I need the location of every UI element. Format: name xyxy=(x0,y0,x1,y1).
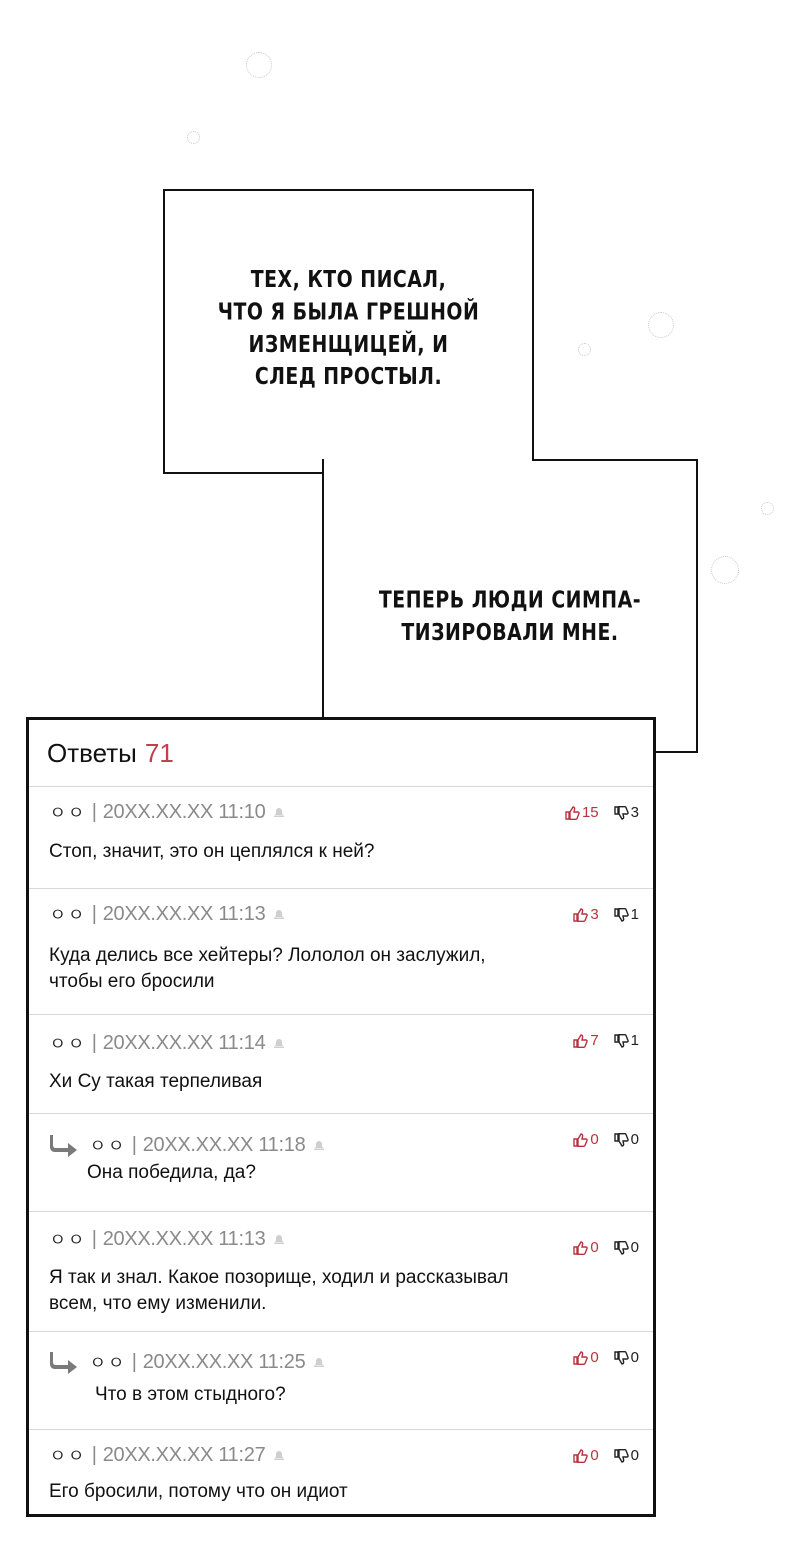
meta-separator: | xyxy=(131,1133,137,1156)
comment-item xyxy=(29,1014,653,1114)
thumbs-down-icon xyxy=(613,805,631,821)
meta-separator: | xyxy=(91,1443,97,1466)
bell-icon[interactable] xyxy=(265,1037,285,1049)
bubble-decoration xyxy=(648,312,674,338)
comment-author: ㅇㅇ xyxy=(89,1353,126,1373)
comment-author: ㅇㅇ xyxy=(49,1034,86,1054)
reply-arrow-icon xyxy=(49,1133,89,1157)
comment-votes xyxy=(558,1032,639,1049)
bubble-decoration xyxy=(246,52,272,78)
panel-caption-bottom: ТЕПЕРЬ ЛЮДИ СИМПА- ТИЗИРОВАЛИ МНЕ. xyxy=(378,586,642,646)
comment-item xyxy=(29,1331,653,1430)
like-button[interactable] xyxy=(564,804,599,821)
dislike-count: 1 xyxy=(630,906,639,923)
dislike-button[interactable] xyxy=(613,1239,639,1256)
like-count: 0 xyxy=(590,1239,599,1256)
dislike-count: 3 xyxy=(630,804,639,821)
comment-votes xyxy=(558,906,639,923)
comment-text: Хи Су такая терпеливая xyxy=(49,1071,263,1092)
comment-meta xyxy=(49,901,285,927)
bubble-decoration xyxy=(578,343,591,356)
thumbs-up-icon xyxy=(572,1350,590,1366)
like-count: 15 xyxy=(581,804,599,821)
thumbs-down-icon xyxy=(613,907,631,923)
comment-timestamp: 20XX.XX.XX 11:27 xyxy=(102,1443,266,1466)
comment-timestamp: 20XX.XX.XX 11:13 xyxy=(102,902,266,925)
comment-author: ㅇㅇ xyxy=(49,905,86,925)
dislike-count: 0 xyxy=(630,1239,639,1256)
thumbs-up-icon xyxy=(572,907,590,923)
comment-text: Стоп, значит, это он цеплялся к ней? xyxy=(49,841,375,862)
dislike-button[interactable] xyxy=(613,1131,639,1148)
thumbs-up-icon xyxy=(572,1240,590,1256)
dislike-button[interactable] xyxy=(613,1032,639,1049)
comment-text: Что в этом стыдного? xyxy=(95,1384,286,1405)
like-button[interactable] xyxy=(572,1131,598,1148)
dislike-count: 0 xyxy=(630,1447,639,1464)
comment-text: Куда делись все хейтеры? Лололол он заслужил, чтобы его бросили xyxy=(49,945,486,992)
like-button[interactable] xyxy=(572,1349,598,1366)
thumbs-down-icon xyxy=(613,1240,631,1256)
comment-meta xyxy=(49,1349,325,1375)
dislike-button[interactable] xyxy=(613,906,639,923)
comment-votes xyxy=(558,1239,639,1256)
meta-separator: | xyxy=(131,1350,137,1373)
dislike-count: 0 xyxy=(630,1131,639,1148)
like-count: 0 xyxy=(590,1131,599,1148)
thumbs-down-icon xyxy=(613,1448,631,1464)
like-count: 3 xyxy=(590,906,599,923)
panel-join-mask xyxy=(324,459,532,472)
comment-author: ㅇㅇ xyxy=(49,1230,86,1250)
like-count: 0 xyxy=(590,1447,599,1464)
replies-header xyxy=(29,720,653,787)
comment-timestamp: 20XX.XX.XX 11:18 xyxy=(142,1133,306,1156)
comment-item xyxy=(29,1429,653,1517)
comment-timestamp: 20XX.XX.XX 11:25 xyxy=(142,1350,306,1373)
bubble-decoration xyxy=(711,556,739,584)
comment-votes xyxy=(558,1447,639,1464)
like-count: 7 xyxy=(590,1032,599,1049)
thumbs-up-icon xyxy=(564,805,582,821)
like-count: 0 xyxy=(590,1349,599,1366)
dislike-button[interactable] xyxy=(613,1447,639,1464)
like-button[interactable] xyxy=(572,1032,598,1049)
meta-separator: | xyxy=(91,800,97,823)
replies-title: Ответы xyxy=(47,737,137,768)
comment-meta xyxy=(49,1226,285,1252)
reply-arrow-icon xyxy=(49,1350,89,1374)
thumbs-down-icon xyxy=(613,1033,631,1049)
comment-text: Его бросили, потому что он идиот xyxy=(49,1481,348,1502)
replies-count: 71 xyxy=(144,737,174,768)
comic-panel-top xyxy=(163,189,534,474)
comment-item xyxy=(29,1211,653,1332)
bell-icon[interactable] xyxy=(305,1356,325,1368)
meta-separator: | xyxy=(91,1031,97,1054)
meta-separator: | xyxy=(91,902,97,925)
bubble-decoration xyxy=(761,502,774,515)
comment-item xyxy=(29,1113,653,1212)
panel-caption-top: ТЕХ, КТО ПИСАЛ, ЧТО Я БЫЛА ГРЕШНОЙ ИЗМЕНЩИЦЕЙ, И СЛЕД ПРОСТЫЛ. xyxy=(217,265,480,390)
comment-text: Я так и знал. Какое позорище, ходил и рассказывал всем, что ему изменили. xyxy=(49,1267,509,1314)
comment-votes xyxy=(558,1131,639,1148)
panel-join-mask xyxy=(532,462,536,474)
dislike-count: 1 xyxy=(630,1032,639,1049)
replies-card xyxy=(26,717,656,1517)
comment-meta xyxy=(49,799,285,825)
thumbs-up-icon xyxy=(572,1132,590,1148)
comment-item xyxy=(29,888,653,1015)
comment-text: Она победила, да? xyxy=(87,1162,256,1183)
like-button[interactable] xyxy=(572,906,598,923)
dislike-button[interactable] xyxy=(613,1349,639,1366)
thumbs-down-icon xyxy=(613,1350,631,1366)
bell-icon[interactable] xyxy=(265,908,285,920)
comment-timestamp: 20XX.XX.XX 11:14 xyxy=(102,1031,266,1054)
bubble-decoration xyxy=(187,131,200,144)
comment-meta xyxy=(49,1132,325,1158)
bell-icon[interactable] xyxy=(305,1139,325,1151)
comment-meta xyxy=(49,1442,285,1468)
comment-meta xyxy=(49,1030,285,1056)
thumbs-up-icon xyxy=(572,1033,590,1049)
dislike-count: 0 xyxy=(630,1349,639,1366)
dislike-button[interactable] xyxy=(613,804,639,821)
comment-timestamp: 20XX.XX.XX 11:13 xyxy=(102,1227,266,1250)
thumbs-up-icon xyxy=(572,1448,590,1464)
comment-item xyxy=(29,786,653,889)
like-button[interactable] xyxy=(572,1447,598,1464)
bell-icon[interactable] xyxy=(265,1233,285,1245)
comment-timestamp: 20XX.XX.XX 11:10 xyxy=(102,800,266,823)
like-button[interactable] xyxy=(572,1239,598,1256)
comment-author: ㅇㅇ xyxy=(49,803,86,823)
comment-author: ㅇㅇ xyxy=(49,1446,86,1466)
comic-panel-bottom xyxy=(322,459,698,753)
comment-author: ㅇㅇ xyxy=(89,1136,126,1156)
thumbs-down-icon xyxy=(613,1132,631,1148)
bell-icon[interactable] xyxy=(265,1449,285,1461)
bell-icon[interactable] xyxy=(265,806,285,818)
comment-votes xyxy=(558,1349,639,1366)
comment-votes xyxy=(550,804,639,821)
meta-separator: | xyxy=(91,1227,97,1250)
